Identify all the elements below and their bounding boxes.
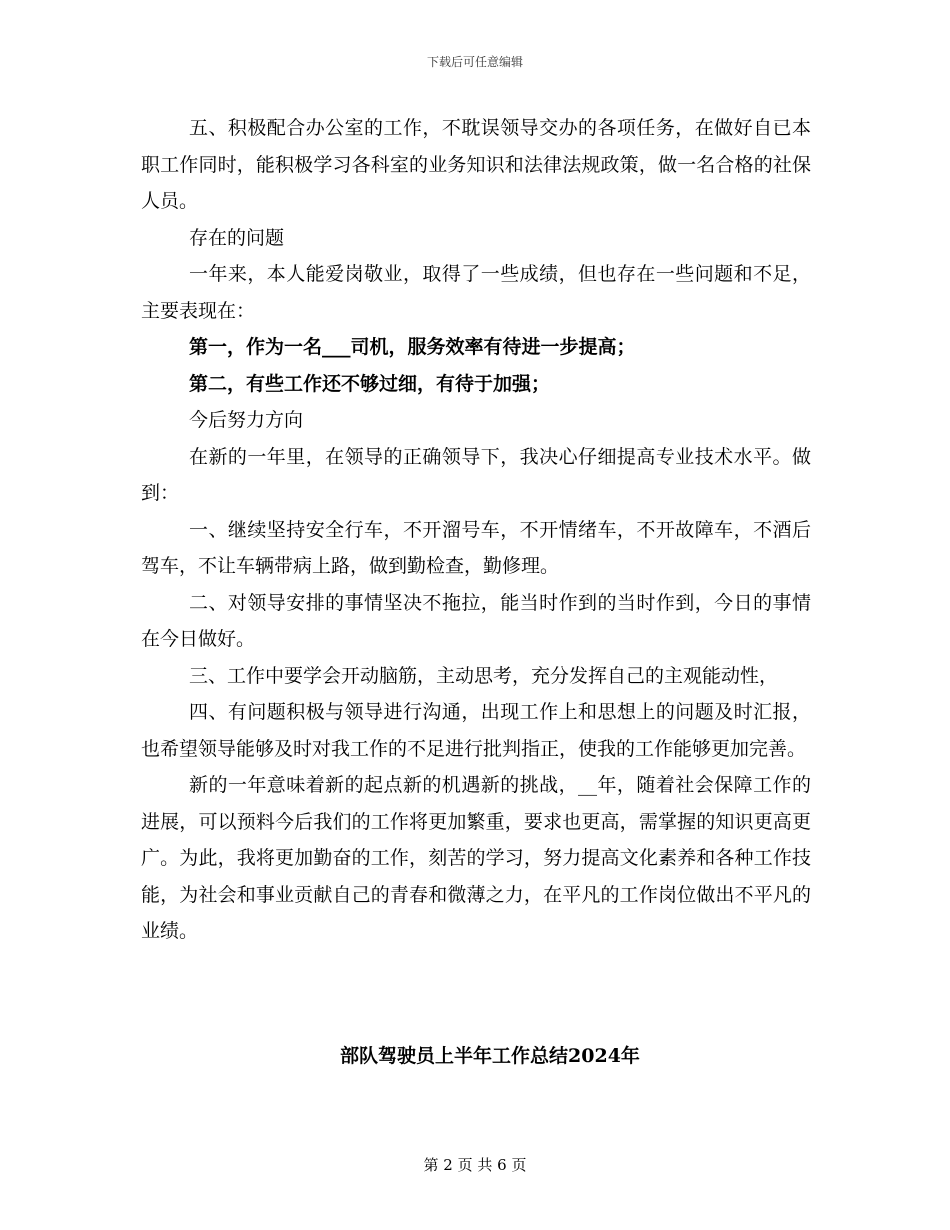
paragraph-problems-intro: 一年来，本人能爱岗敬业，取得了一些成绩，但也存在一些问题和不足，主要表现在： xyxy=(141,263,811,322)
paragraph-item-2: 二、对领导安排的事情坚决不拖拉，能当时作到的当时作到，今日的事情在今日做好。 xyxy=(141,591,811,650)
page-number-footer: 第 2 页 共 6 页 xyxy=(423,1156,527,1174)
problem-second: 第二，有些工作还不够过细，有待于加强； xyxy=(189,372,551,395)
page-header: 下载后可任意编辑 xyxy=(426,55,523,69)
paragraph-direction-intro: 在新的一年里，在领导的正确领导下，我决心仔细提高专业技术水平。做到： xyxy=(141,445,811,504)
paragraph-conclusion: 新的一年意味着新的起点新的机遇新的挑战，__年，随着社会保障工作的进展，可以预料今后我们的工作将更加繁重，要求也更高，需掌握的知识更高更广。为此，我将更加勤奋的工作，刻苦的学习，努力提高文化素养和各种工作技能，为社会和事业贡献自己的青春和微薄之力，在平凡的工作岗位做出不平凡的业绩。 xyxy=(141,774,811,942)
paragraph-item-3: 三、工作中要学会开动脑筋，主动思考，充分发挥自己的主观能动性， xyxy=(189,664,779,687)
problem-first: 第一，作为一名___司机，服务效率有待进一步提高； xyxy=(189,336,636,358)
section-heading-problems: 存在的问题 xyxy=(189,226,285,249)
document-body xyxy=(141,110,811,950)
section-heading-direction: 今后努力方向 xyxy=(189,409,304,431)
paragraph-item-4: 四、有问题积极与领导进行沟通，出现工作上和思想上的问题及时汇报，也希望领导能够及时对我工作的不足进行批判指正，使我的工作能够更加完善。 xyxy=(141,701,811,760)
paragraph-item-1: 一、继续坚持安全行车，不开溜号车，不开情绪车，不开故障车，不酒后驾车，不让车辆带病上路，做到勤检查，勤修理。 xyxy=(141,518,811,577)
document-title: 部队驾驶员上半年工作总结2024年 xyxy=(340,1045,640,1067)
paragraph-item-5: 五、积极配合办公室的工作，不耽误领导交办的各项任务，在做好自已本职工作同时，能积极学习各科室的业务知识和法律法规政策，做一名合格的社保人员。 xyxy=(141,117,811,212)
